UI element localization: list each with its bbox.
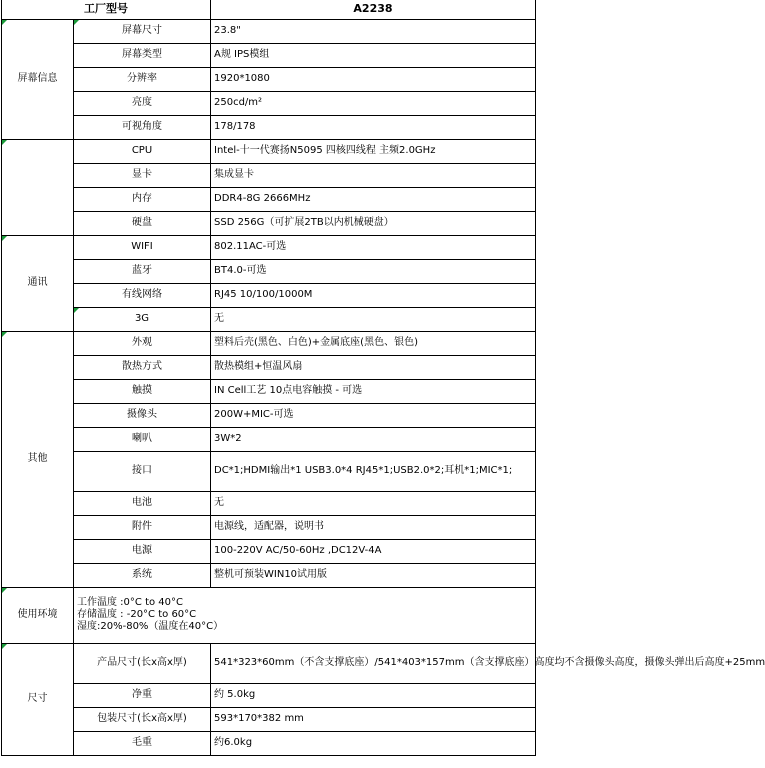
row-label: 分辨率 bbox=[74, 67, 211, 91]
row-label: 亮度 bbox=[74, 91, 211, 115]
env-cell bbox=[74, 587, 536, 643]
row-value: 250cd/m² bbox=[211, 91, 536, 115]
row-label: 附件 bbox=[74, 515, 211, 539]
category-comm: 通讯 bbox=[2, 235, 74, 331]
row-value: 100-220V AC/50-60Hz ,DC12V-4A bbox=[211, 539, 536, 563]
table-row bbox=[2, 163, 536, 187]
row-value: 整机可预装WIN10试用版 bbox=[211, 563, 536, 587]
row-label: 电源 bbox=[74, 539, 211, 563]
row-value: 200W+MIC-可选 bbox=[211, 403, 536, 427]
row-label: 内存 bbox=[74, 187, 211, 211]
row-label: 散热方式 bbox=[74, 355, 211, 379]
table-row bbox=[2, 355, 536, 379]
row-value: 541*323*60mm（不含支撑底座）/541*403*157mm（含支撑底座）高度均不含摄像头高度，摄像头弹出后高度+25mm bbox=[211, 643, 536, 683]
table-row bbox=[2, 19, 536, 43]
row-label: 屏幕类型 bbox=[74, 43, 211, 67]
table-row bbox=[2, 283, 536, 307]
table-row bbox=[2, 259, 536, 283]
row-value: SSD 256G（可扩展2TB以内机械硬盘） bbox=[211, 211, 536, 235]
table-row bbox=[2, 115, 536, 139]
table-row bbox=[2, 139, 536, 163]
row-value: DC*1;HDMI输出*1 USB3.0*4 RJ45*1;USB2.0*2;耳机*1;MIC*1; bbox=[211, 451, 536, 491]
row-value: 23.8" bbox=[211, 19, 536, 43]
row-label: 触摸 bbox=[74, 379, 211, 403]
row-label: 毛重 bbox=[74, 731, 211, 755]
row-label: 摄像头 bbox=[74, 403, 211, 427]
row-label: 外观 bbox=[74, 331, 211, 355]
row-label: 可视角度 bbox=[74, 115, 211, 139]
row-value: BT4.0-可选 bbox=[211, 259, 536, 283]
table-row bbox=[2, 331, 536, 355]
row-value: 约6.0kg bbox=[211, 731, 536, 755]
row-label: 显卡 bbox=[74, 163, 211, 187]
category-screen: 屏幕信息 bbox=[2, 19, 74, 139]
row-value: IN Cell工艺 10点电容触摸 - 可选 bbox=[211, 379, 536, 403]
row-value: A规 IPS模组 bbox=[211, 43, 536, 67]
row-label: WIFI bbox=[74, 235, 211, 259]
table-row bbox=[2, 491, 536, 515]
table-row bbox=[2, 683, 536, 707]
row-value: RJ45 10/100/1000M bbox=[211, 283, 536, 307]
header-model-value: A2238 bbox=[211, 0, 536, 19]
header-model-label: 工厂型号 bbox=[2, 0, 211, 19]
table-row bbox=[2, 451, 536, 491]
row-value: 无 bbox=[211, 491, 536, 515]
row-label: CPU bbox=[74, 139, 211, 163]
row-label: 产品尺寸(长x高x厚) bbox=[74, 643, 211, 683]
table-row bbox=[2, 427, 536, 451]
row-value: 约 5.0kg bbox=[211, 683, 536, 707]
category-hardware bbox=[2, 139, 74, 235]
table-row bbox=[2, 379, 536, 403]
spec-table bbox=[1, 0, 765, 756]
table-row bbox=[2, 91, 536, 115]
table-row bbox=[2, 403, 536, 427]
table-row bbox=[2, 235, 536, 259]
row-value: 无 bbox=[211, 307, 536, 331]
row-label: 系统 bbox=[74, 563, 211, 587]
table-row bbox=[2, 307, 536, 331]
row-label: 喇叭 bbox=[74, 427, 211, 451]
row-label: 硬盘 bbox=[74, 211, 211, 235]
table-row bbox=[2, 587, 536, 643]
table-row bbox=[2, 563, 536, 587]
table-row bbox=[2, 67, 536, 91]
category-other: 其他 bbox=[2, 331, 74, 587]
table-row bbox=[2, 211, 536, 235]
row-value: 散热模组+恒温风扇 bbox=[211, 355, 536, 379]
row-label: 有线网络 bbox=[74, 283, 211, 307]
row-value: 802.11AC-可选 bbox=[211, 235, 536, 259]
row-label: 屏幕尺寸 bbox=[74, 19, 211, 43]
table-row bbox=[2, 539, 536, 563]
env-line-work-temp: 工作温度 :0°C to 40°C bbox=[77, 597, 183, 608]
row-value: 593*170*382 mm bbox=[211, 707, 536, 731]
row-value: DDR4-8G 2666MHz bbox=[211, 187, 536, 211]
row-value: 1920*1080 bbox=[211, 67, 536, 91]
row-value: 集成显卡 bbox=[211, 163, 536, 187]
table-row bbox=[2, 707, 536, 731]
row-label: 3G bbox=[74, 307, 211, 331]
row-label: 接口 bbox=[74, 451, 211, 491]
row-label: 包装尺寸(长x高x厚) bbox=[74, 707, 211, 731]
table-row bbox=[2, 731, 536, 755]
row-label: 蓝牙 bbox=[74, 259, 211, 283]
row-label: 净重 bbox=[74, 683, 211, 707]
row-value: 3W*2 bbox=[211, 427, 536, 451]
row-label: 电池 bbox=[74, 491, 211, 515]
env-line-storage-temp: 存储温度 : -20°C to 60°C bbox=[77, 609, 197, 620]
category-env: 使用环境 bbox=[2, 587, 74, 643]
row-value: 塑料后壳(黑色、白色)+金属底座(黑色、银色) bbox=[211, 331, 536, 355]
env-line-humidity: 湿度:20%-80%（温度在40°C） bbox=[77, 621, 224, 632]
row-value: Intel-十一代赛扬N5095 四核四线程 主频2.0GHz bbox=[211, 139, 536, 163]
header-row bbox=[2, 0, 536, 19]
table-row bbox=[2, 515, 536, 539]
table-row bbox=[2, 43, 536, 67]
table-row bbox=[2, 643, 536, 683]
table-row bbox=[2, 187, 536, 211]
row-value: 电源线，适配器，说明书 bbox=[211, 515, 536, 539]
category-size: 尺寸 bbox=[2, 643, 74, 755]
row-value: 178/178 bbox=[211, 115, 536, 139]
